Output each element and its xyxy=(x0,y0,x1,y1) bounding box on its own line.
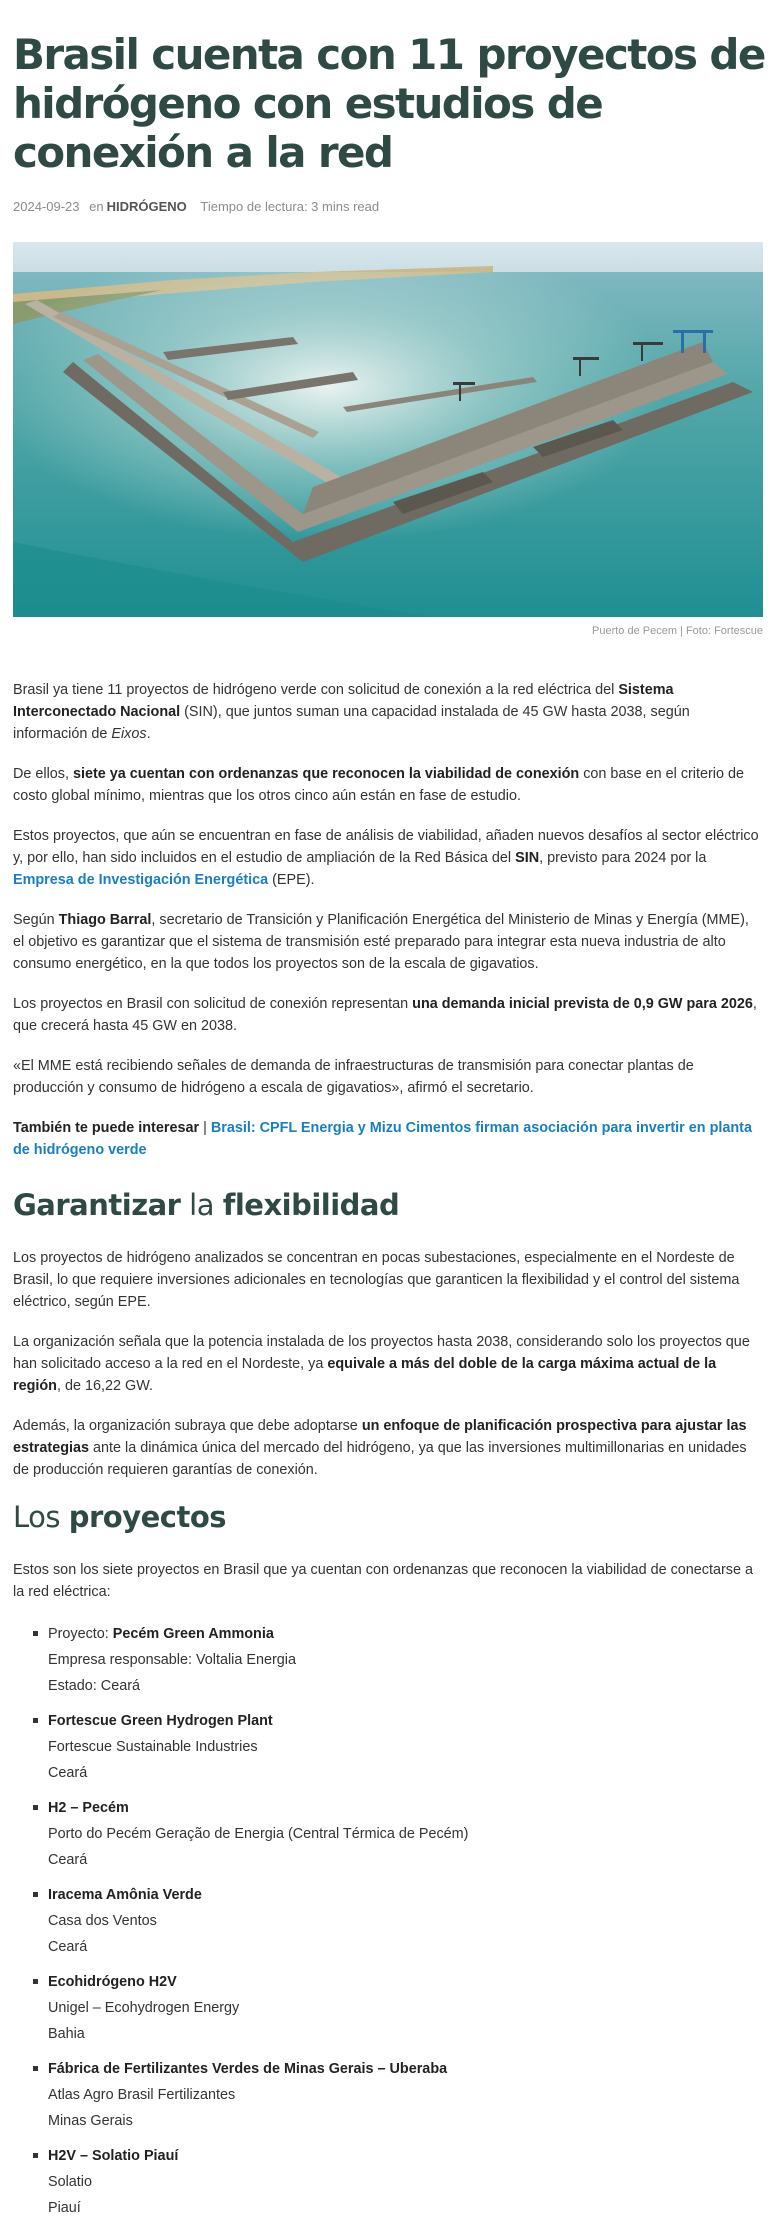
related-article-link[interactable]: Brasil: CPFL Energia y Mizu Cimentos firman asociación para invertir en planta de hidrógeno verde xyxy=(13,1120,752,1158)
list-item: Iracema Amônia Verde Casa dos Ventos Ceará xyxy=(33,1882,763,1960)
paragraph: Los proyectos en Brasil con solicitud de conexión representan una demanda inicial prevista de 0,9 GW para 2026, que crecerá hasta 45 GW en 2038. xyxy=(13,996,757,1034)
paragraph: De ellos, siete ya cuentan con ordenanzas que reconocen la viabilidad de conexión con base en el criterio de costo global mínimo, mientras que los otros cinco aún están en fase de estudio. xyxy=(13,766,745,804)
hero-image-port-aerial xyxy=(13,242,763,617)
article-date: 2024-09-23 xyxy=(13,199,80,214)
list-item: H2 – Pecém Porto do Pecém Geração de Energia (Central Térmica de Pecém) Ceará xyxy=(33,1795,763,1873)
image-caption: Puerto de Pecem | Foto: Fortescue xyxy=(592,625,763,637)
paragraph: La organización señala que la potencia instalada de los proyectos hasta 2038, considerando solo los proyectos que han solicitado acceso a la red en el Nordeste, ya equivale a más del doble de la carga máxima actual de la región, de 16,22 GW. xyxy=(13,1334,750,1394)
epe-link[interactable]: Empresa de Investigación Energética xyxy=(13,872,269,888)
list-item: Fortescue Green Hydrogen Plant Fortescue Sustainable Industries Ceará xyxy=(33,1708,763,1786)
quote-paragraph: «El MME está recibiendo señales de demanda de infraestructuras de transmisión para conectar plantas de producción y consumo de hidrógeno a escala de gigavatios», afirmó el secretario. xyxy=(13,1058,694,1096)
section-heading-proyectos: Los proyectos xyxy=(13,1500,227,1534)
paragraph: Además, la organización subraya que debe adoptarse un enfoque de planificación prospectiva para ajustar las estrategias ante la dinámica única del mercado del hidrógeno, ya que las inversiones multimillonarias en unidades de producción requieren garantías de conexión. xyxy=(13,1418,747,1478)
paragraph: Estos proyectos, que aún se encuentran en fase de análisis de viabilidad, añaden nuevos desafíos al sector eléctrico y, por ello, han sido incluidos en el estudio de ampliación de la Red Básica del SIN, previsto para 2024 por la Empresa de Investigación Energética (EPE). xyxy=(13,828,759,888)
article-body xyxy=(13,679,763,2221)
list-item: Fábrica de Fertilizantes Verdes de Minas Gerais – Uberaba Atlas Agro Brasil Fertilizantes Minas Gerais xyxy=(33,2056,763,2134)
article-meta xyxy=(13,199,763,217)
category-prefix: en xyxy=(89,199,104,214)
paragraph: Los proyectos de hidrógeno analizados se concentran en pocas subestaciones, especialmente en el Nordeste de Brasil, lo que requiere inversiones adicionales en tecnologías que garanticen la flexibilidad y el control del sistema eléctrico, según EPE. xyxy=(13,1250,740,1310)
port-aerial-illustration xyxy=(13,242,763,617)
section-heading-flexibilidad: Garantizar la flexibilidad xyxy=(13,1188,400,1222)
related-label: También te puede interesar xyxy=(13,1120,200,1136)
paragraph: Estos son los siete proyectos en Brasil que ya cuentan con ordenanzas que reconocen la viabilidad de conectarse a la red eléctrica: xyxy=(13,1562,753,1600)
list-item: Ecohidrógeno H2V Unigel – Ecohydrogen Energy Bahia xyxy=(33,1969,763,2047)
reading-time: Tiempo de lectura: 3 mins read xyxy=(200,199,380,214)
list-item: H2V – Solatio Piauí Solatio Piauí xyxy=(33,2143,763,2221)
category-link[interactable]: HIDRÓGENO xyxy=(106,199,187,214)
article-title: Brasil cuenta con 11 proyectos de hidrógeno con estudios de conexión a la red xyxy=(13,30,765,177)
paragraph: Brasil ya tiene 11 proyectos de hidrógeno verde con solicitud de conexión a la red eléctrica del Sistema Interconectado Nacional (SIN), que juntos suman una capacidad instalada de 45 GW hasta 2038, según información de Eixos. xyxy=(13,682,690,742)
project-list xyxy=(13,1621,763,2221)
paragraph: Según Thiago Barral, secretario de Transición y Planificación Energética del Ministerio de Minas y Energía (MME), el objetivo es garantizar que el sistema de transmisión esté preparado para integrar esta nueva industria de alto consumo energético, en la que todos los proyectos son de la escala de gigavatios. xyxy=(13,912,749,972)
list-item: Proyecto: Pecém Green Ammonia Empresa responsable: Voltalia Energia Estado: Ceará xyxy=(33,1621,763,1699)
related-article: También te puede interesar | Brasil: CPFL Energia y Mizu Cimentos firman asociación para invertir en planta de hidrógeno verde xyxy=(13,1120,752,1158)
